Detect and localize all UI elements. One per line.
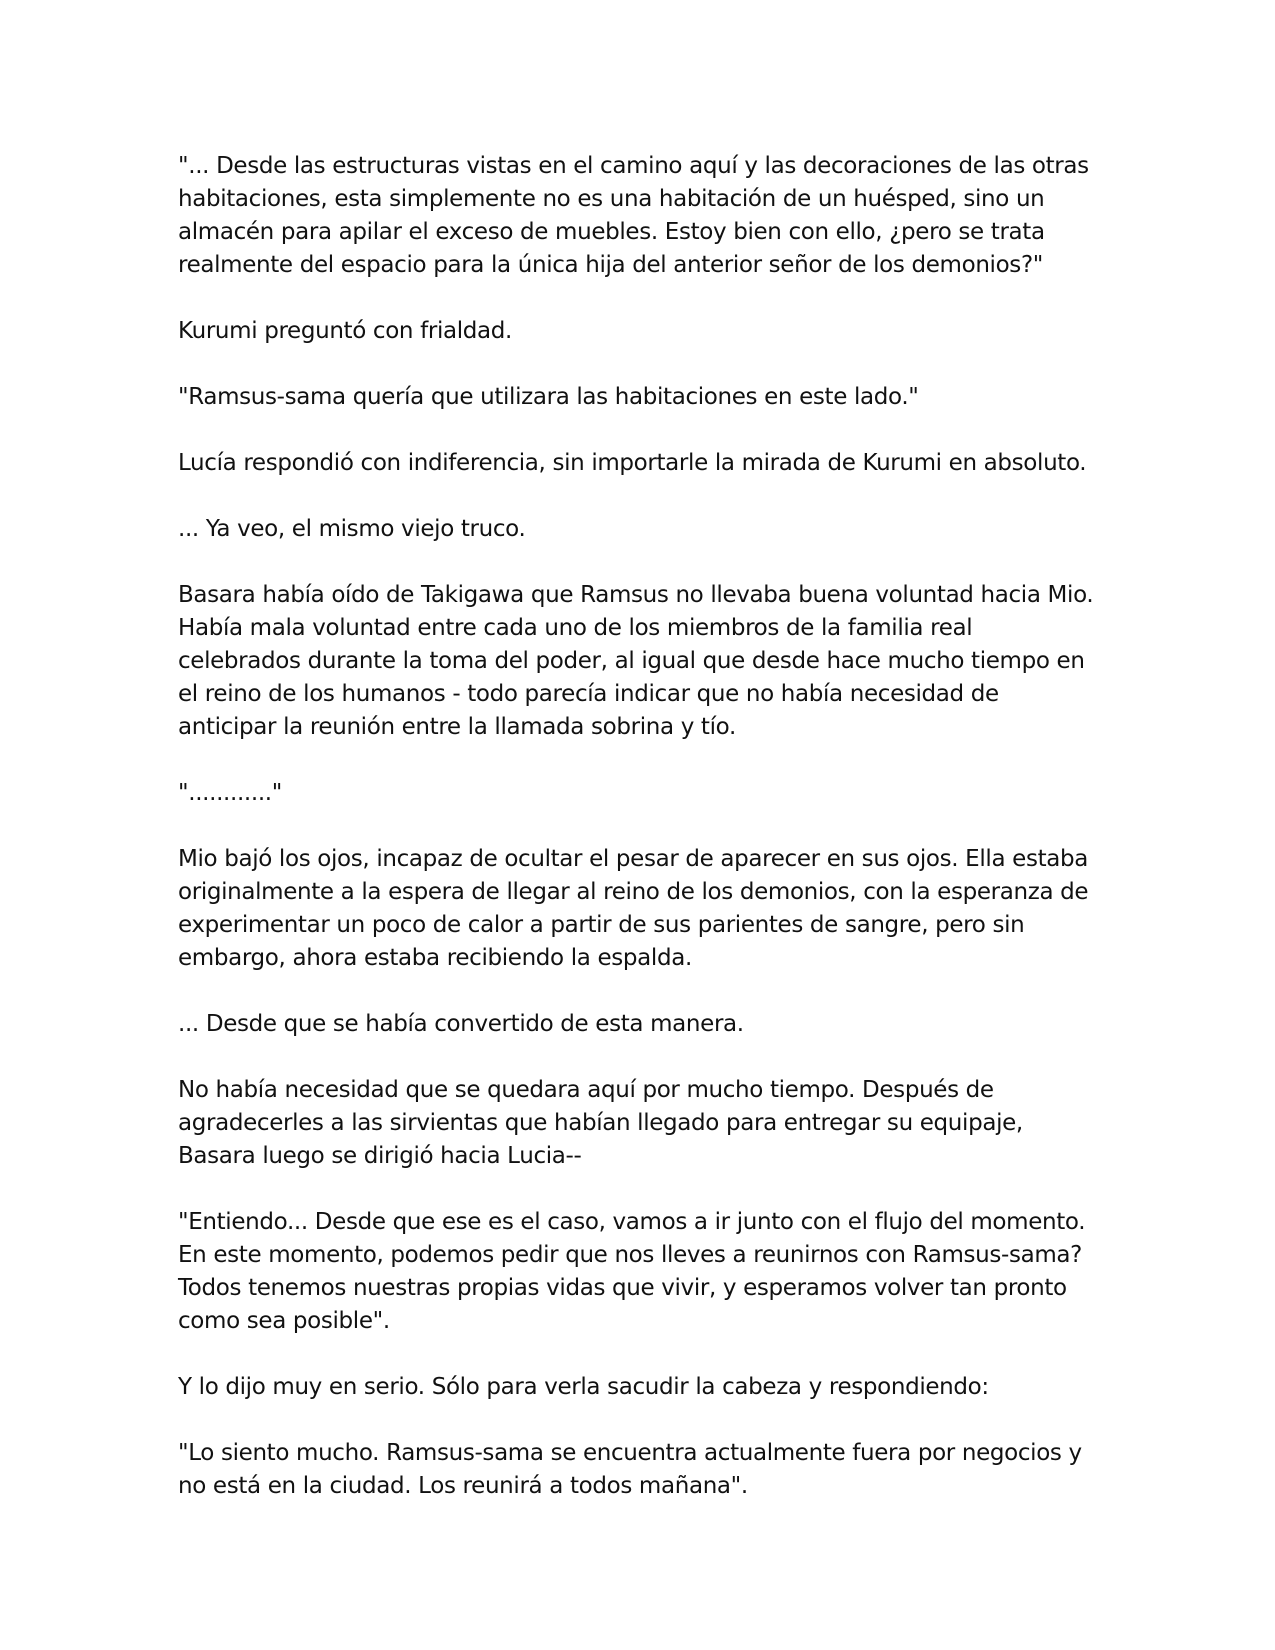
paragraph-8: Mio bajó los ojos, incapaz de ocultar el pesar de aparecer en sus ojos. Ella estaba originalmente a la espera de llegar al reino de los demonios, con la esperanza de experimentar un poco de calor a partir de sus parientes de sangre, pero sin embargo, ahora estaba recibiendo la espalda. — [178, 846, 1089, 971]
paragraph-5: ... Ya veo, el mismo viejo truco. — [178, 516, 526, 542]
paragraph-11: "Entiendo... Desde que ese es el caso, vamos a ir junto con el flujo del momento. En este momento, podemos pedir que nos lleves a reunirnos con Ramsus-sama? Todos tenemos nuestras propias vidas que vivir, y esperamos volver tan pronto como sea posible". — [178, 1209, 1086, 1334]
paragraph-2: Kurumi preguntó con frialdad. — [178, 318, 512, 344]
paragraph-10: No había necesidad que se quedara aquí por mucho tiempo. Después de agradecerles a las sirvientas que habían llegado para entregar su equipaje, Basara luego se dirigió hacia Lucia-- — [178, 1077, 1023, 1169]
paragraph-7: "............" — [178, 780, 282, 806]
paragraph-1: "... Desde las estructuras vistas en el camino aquí y las decoraciones de las otras habitaciones, esta simplemente no es una habitación de un huésped, sino un almacén para apilar el exceso de muebles. Estoy bien con ello, ¿pero se trata realmente del espacio para la única hija del anterior señor de los demonios?" — [178, 153, 1089, 278]
paragraph-9: ... Desde que se había convertido de esta manera. — [178, 1011, 744, 1037]
paragraph-4: Lucía respondió con indiferencia, sin importarle la mirada de Kurumi en absoluto. — [178, 450, 1087, 476]
paragraph-6: Basara había oído de Takigawa que Ramsus no llevaba buena voluntad hacia Mio. Había mala voluntad entre cada uno de los miembros de la familia real celebrados durante la toma del poder, al igual que desde hace mucho tiempo en el reino de los humanos - todo parecía indicar que no había necesidad de anticipar la reunión entre la llamada sobrina y tío. — [178, 582, 1094, 740]
paragraph-12: Y lo dijo muy en serio. Sólo para verla sacudir la cabeza y respondiendo: — [178, 1374, 989, 1400]
paragraph-13: "Lo siento mucho. Ramsus-sama se encuentra actualmente fuera por negocios y no está en la ciudad. Los reunirá a todos mañana". — [178, 1440, 1082, 1499]
paragraph-3: "Ramsus-sama quería que utilizara las habitaciones en este lado." — [178, 384, 919, 410]
document-body — [178, 150, 1098, 1503]
